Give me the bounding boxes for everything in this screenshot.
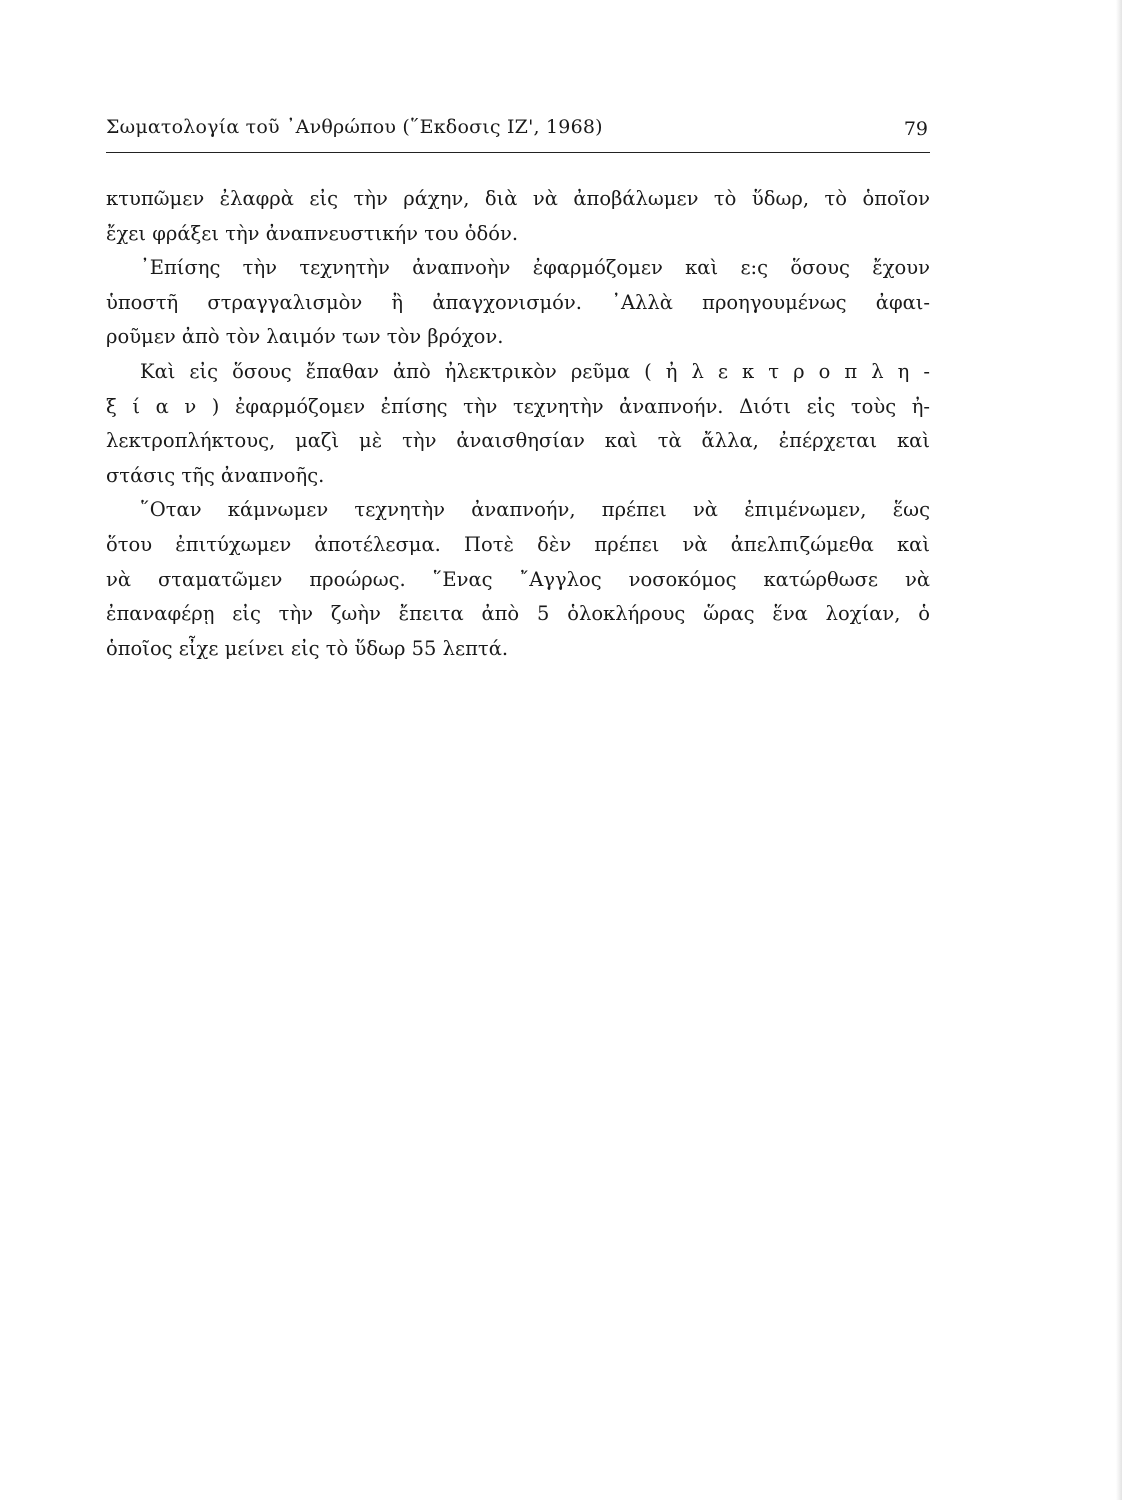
header-rule [106, 152, 930, 153]
text-line: ῞Οταν κάμνωμεν τεχνητὴν ἀναπνοήν, πρέπει νὰ ἐπιμένωμεν, ἕως [140, 498, 930, 522]
running-title: Σωματολογία τοῦ ᾿Ανθρώπου (῞Εκδοσις ΙΖ', 1968) [106, 116, 603, 138]
text-line: κτυπῶμεν ἐλαφρὰ εἰς τὴν ράχην, διὰ νὰ ἀποβάλωμεν τὸ ὕδωρ, τὸ ὁποῖον [106, 187, 930, 210]
page-number: 79 [903, 118, 928, 140]
text-line: Καὶ εἰς ὅσους ἔπαθαν ἀπὸ ἠλεκτρικὸν ρεῦμα ( ἠ λ ε κ τ ρ ο π λ η - [140, 359, 930, 383]
text-line: στάσις τῆς ἀναπνοῆς. [106, 463, 325, 487]
text-line: ᾿Επίσης τὴν τεχνητὴν ἀναπνοὴν ἐφαρμόζομεν καὶ ε:ς ὅσους ἔχουν [140, 256, 930, 280]
text-line: ὁποῖος εἶχε μείνει εἰς τὸ ὕδωρ 55 λεπτά. [106, 636, 509, 660]
running-head [106, 116, 928, 148]
text-line: ὑποστῆ στραγγαλισμὸν ἢ ἀπαγχονισμόν. ᾿Αλλὰ προηγουμένως ἀφαι- [106, 290, 930, 314]
text-line: ἐπαναφέρῃ εἰς τὴν ζωὴν ἔπειτα ἀπὸ 5 ὁλοκλήρους ὥρας ἕνα λοχίαν, ὁ [106, 602, 930, 626]
text-line: νὰ σταματῶμεν προώρως. ῞Ενας ῎Αγγλος νοσοκόμος κατώρθωσε νὰ [106, 567, 930, 591]
text-line: λεκτροπλήκτους, μαζὶ μὲ τὴν ἀναισθησίαν καὶ τὰ ἄλλα, ἐπέρχεται καὶ [106, 429, 930, 453]
page-edge-shadow [1116, 0, 1122, 1500]
text-line: ξ ί α ν ) ἐφαρμόζομεν ἐπίσης τὴν τεχνητὴν ἀναπνοήν. Διότι εἰς τοὺς ἠ- [106, 394, 930, 418]
text-line: ὅτου ἐπιτύχωμεν ἀποτέλεσμα. Ποτὲ δὲν πρέπει νὰ ἀπελπιζώμεθα καὶ [106, 532, 930, 556]
body-text [106, 182, 930, 666]
text-line: ροῦμεν ἀπὸ τὸν λαιμόν των τὸν βρόχον. [106, 325, 504, 349]
text-line: ἔχει φράξει τὴν ἀναπνευστικήν του ὁδόν. [106, 221, 519, 245]
